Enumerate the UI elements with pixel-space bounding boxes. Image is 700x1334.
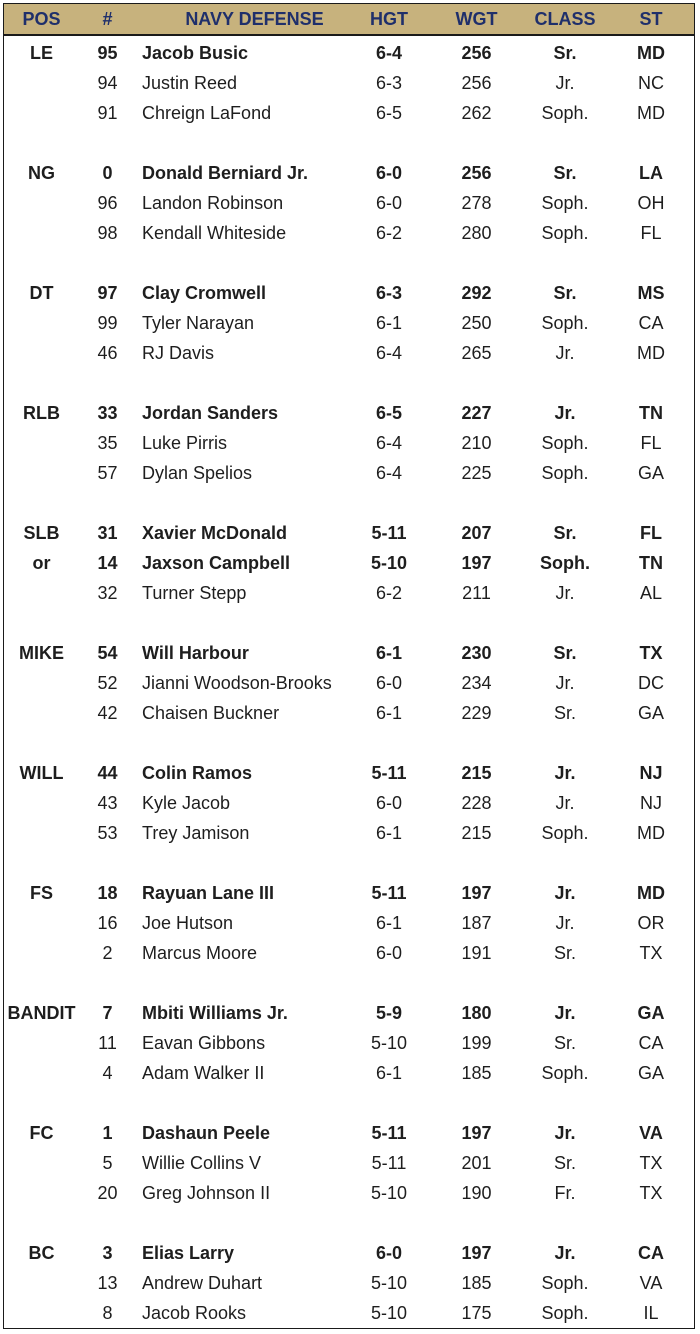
player-name-cell: Greg Johnson II — [142, 1183, 271, 1203]
state-cell: DC — [638, 673, 664, 693]
weight-cell: 225 — [461, 463, 492, 483]
player-name-cell: Turner Stepp — [142, 583, 247, 603]
height-cell: 6-4 — [375, 463, 402, 483]
height-cell: 6-4 — [375, 43, 402, 63]
height-cell: 6-5 — [375, 103, 402, 123]
state-cell: CA — [638, 1243, 664, 1263]
table-row — [4, 1238, 694, 1268]
table-row — [4, 188, 694, 218]
jersey-number-cell: 20 — [97, 1183, 118, 1203]
player-name-cell: Dylan Spelios — [142, 463, 253, 483]
height-cell: 6-1 — [375, 913, 402, 933]
state-cell: FL — [640, 433, 662, 453]
jersey-number-cell: 53 — [97, 823, 118, 843]
table-row — [4, 578, 694, 608]
position-group — [4, 38, 694, 158]
weight-cell: 256 — [461, 163, 492, 183]
jersey-number-cell: 99 — [97, 313, 118, 333]
class-cell: Soph. — [541, 433, 589, 453]
table-row — [4, 998, 694, 1028]
position-cell — [4, 428, 79, 458]
weight-cell: 175 — [461, 1303, 492, 1323]
position-cell — [4, 1178, 79, 1208]
height-cell: 6-1 — [375, 823, 402, 843]
player-name-cell: Justin Reed — [142, 73, 238, 93]
player-name-cell: Trey Jamison — [142, 823, 250, 843]
position-group — [4, 518, 694, 638]
jersey-number-cell: 3 — [102, 1243, 113, 1263]
height-cell: 6-1 — [375, 313, 402, 333]
table-row — [4, 38, 694, 68]
player-name-cell: Dashaun Peele — [142, 1123, 271, 1143]
height-cell: 5-11 — [371, 523, 407, 543]
position-group — [4, 158, 694, 278]
weight-cell: 265 — [461, 343, 492, 363]
height-cell: 6-0 — [375, 163, 402, 183]
height-cell: 5-11 — [371, 763, 407, 783]
state-cell: FL — [640, 223, 662, 243]
weight-cell: 197 — [461, 1123, 492, 1143]
weight-cell: 185 — [461, 1063, 492, 1083]
class-cell: Soph. — [541, 313, 589, 333]
jersey-number-cell: 2 — [102, 943, 113, 963]
player-name-cell: Adam Walker II — [142, 1063, 265, 1083]
position-cell — [4, 1148, 79, 1178]
weight-cell: 292 — [461, 283, 492, 303]
jersey-number-cell: 95 — [97, 43, 118, 63]
class-cell: Jr. — [555, 73, 575, 93]
jersey-number-cell: 8 — [102, 1303, 113, 1323]
table-row — [4, 398, 694, 428]
position-group — [4, 1238, 694, 1329]
position-cell — [4, 218, 79, 248]
jersey-number-cell: 0 — [102, 163, 113, 183]
table-row — [4, 548, 694, 578]
table-row — [4, 638, 694, 668]
class-cell: Jr. — [554, 403, 576, 423]
player-name-cell: RJ Davis — [142, 343, 215, 363]
table-row — [4, 878, 694, 908]
state-cell: GA — [637, 1003, 665, 1023]
height-cell: 6-1 — [375, 1063, 402, 1083]
header-state: ST — [639, 9, 663, 29]
weight-cell: 230 — [461, 643, 492, 663]
player-name-cell: Donald Berniard Jr. — [142, 163, 309, 183]
table-row — [4, 1118, 694, 1148]
player-name-cell: Jaxson Campbell — [142, 553, 291, 573]
weight-cell: 191 — [461, 943, 492, 963]
weight-cell: 190 — [461, 1183, 492, 1203]
jersey-number-cell: 32 — [97, 583, 118, 603]
class-cell: Jr. — [555, 583, 575, 603]
height-cell: 5-11 — [371, 883, 407, 903]
state-cell: NC — [638, 73, 664, 93]
weight-cell: 229 — [461, 703, 492, 723]
table-row — [4, 428, 694, 458]
table-row — [4, 908, 694, 938]
table-row — [4, 698, 694, 728]
weight-cell: 262 — [461, 103, 492, 123]
weight-cell: 210 — [461, 433, 492, 453]
player-name-cell: Kyle Jacob — [142, 793, 231, 813]
table-row — [4, 308, 694, 338]
jersey-number-cell: 96 — [97, 193, 118, 213]
weight-cell: 256 — [461, 43, 492, 63]
position-cell — [4, 788, 79, 818]
player-name-cell: Luke Pirris — [142, 433, 228, 453]
jersey-number-cell: 7 — [102, 1003, 113, 1023]
position-cell — [4, 1058, 79, 1088]
weight-cell: 187 — [461, 913, 492, 933]
position-group — [4, 638, 694, 758]
jersey-number-cell: 91 — [97, 103, 118, 123]
class-cell: Fr. — [554, 1183, 576, 1203]
position-cell: SLB — [23, 523, 60, 543]
player-name-cell: Eavan Gibbons — [142, 1033, 266, 1053]
state-cell: TX — [639, 1153, 663, 1173]
jersey-number-cell: 52 — [97, 673, 118, 693]
position-cell — [4, 308, 79, 338]
position-cell — [4, 68, 79, 98]
table-row — [4, 218, 694, 248]
position-cell: BC — [28, 1243, 55, 1263]
position-cell — [4, 188, 79, 218]
height-cell: 6-0 — [375, 1243, 402, 1263]
player-name-cell: Willie Collins V — [142, 1153, 262, 1173]
weight-cell: 207 — [461, 523, 492, 543]
height-cell: 5-10 — [370, 1033, 408, 1053]
state-cell: CA — [638, 1033, 664, 1053]
jersey-number-cell: 1 — [102, 1123, 113, 1143]
position-cell — [4, 938, 79, 968]
weight-cell: 197 — [461, 553, 492, 573]
state-cell: MD — [637, 103, 665, 123]
jersey-number-cell: 33 — [97, 403, 118, 423]
height-cell: 6-4 — [375, 433, 402, 453]
player-name-cell: Jacob Busic — [142, 43, 249, 63]
position-cell — [4, 908, 79, 938]
height-cell: 6-0 — [375, 193, 402, 213]
jersey-number-cell: 54 — [97, 643, 118, 663]
height-cell: 6-0 — [375, 943, 402, 963]
state-cell: NJ — [640, 793, 662, 813]
state-cell: MD — [637, 43, 665, 63]
player-name-cell: Landon Robinson — [142, 193, 284, 213]
table-row — [4, 1268, 694, 1298]
player-name-cell: Marcus Moore — [142, 943, 258, 963]
header-pos: POS — [22, 9, 61, 29]
position-cell: FC — [29, 1123, 54, 1143]
class-cell: Sr. — [553, 643, 577, 663]
class-cell: Sr. — [553, 43, 577, 63]
weight-cell: 280 — [461, 223, 492, 243]
jersey-number-cell: 14 — [97, 553, 118, 573]
class-cell: Soph. — [541, 193, 589, 213]
position-cell — [4, 1028, 79, 1058]
state-cell: NJ — [639, 763, 663, 783]
table-row — [4, 938, 694, 968]
position-cell: NG — [28, 163, 55, 183]
position-group — [4, 998, 694, 1118]
height-cell: 6-2 — [375, 583, 402, 603]
class-cell: Sr. — [553, 163, 577, 183]
table-row — [4, 1028, 694, 1058]
position-cell — [4, 98, 79, 128]
header-height: HGT — [370, 9, 408, 29]
height-cell: 6-1 — [375, 703, 402, 723]
jersey-number-cell: 13 — [97, 1273, 118, 1293]
class-cell: Sr. — [553, 523, 577, 543]
jersey-number-cell: 46 — [97, 343, 118, 363]
table-body — [4, 38, 694, 1329]
height-cell: 5-11 — [371, 1123, 407, 1143]
header-number: # — [102, 9, 113, 29]
position-cell: RLB — [23, 403, 60, 423]
table-row — [4, 1058, 694, 1088]
height-cell: 5-10 — [370, 553, 408, 573]
state-cell: TX — [639, 1183, 663, 1203]
player-name-cell: Tyler Narayan — [142, 313, 255, 333]
table-row — [4, 1298, 694, 1328]
table-row — [4, 758, 694, 788]
class-cell: Soph. — [541, 1303, 589, 1323]
weight-cell: 227 — [461, 403, 492, 423]
position-group — [4, 398, 694, 518]
player-name-cell: Chreign LaFond — [142, 103, 272, 123]
class-cell: Sr. — [553, 943, 576, 963]
state-cell: VA — [639, 1123, 663, 1143]
height-cell: 6-3 — [375, 73, 402, 93]
weight-cell: 256 — [461, 73, 492, 93]
state-cell: MD — [637, 343, 665, 363]
player-name-cell: Clay Cromwell — [142, 283, 267, 303]
position-cell: FS — [29, 883, 53, 903]
position-cell: BANDIT — [7, 1003, 76, 1023]
jersey-number-cell: 31 — [97, 523, 118, 543]
table-row — [4, 158, 694, 188]
height-cell: 6-3 — [375, 283, 402, 303]
table-row — [4, 788, 694, 818]
state-cell: FL — [640, 523, 662, 543]
state-cell: GA — [637, 1063, 664, 1083]
state-cell: AL — [639, 583, 663, 603]
class-cell: Jr. — [555, 343, 575, 363]
height-cell: 5-9 — [375, 1003, 402, 1023]
table-row — [4, 818, 694, 848]
state-cell: IL — [643, 1303, 659, 1323]
class-cell: Jr. — [554, 763, 576, 783]
class-cell: Soph. — [541, 223, 589, 243]
weight-cell: 199 — [461, 1033, 492, 1053]
position-cell: WILL — [19, 763, 64, 783]
weight-cell: 215 — [461, 763, 492, 783]
weight-cell: 180 — [461, 1003, 492, 1023]
state-cell: GA — [637, 463, 664, 483]
header-weight: WGT — [455, 9, 498, 29]
class-cell: Jr. — [555, 913, 575, 933]
state-cell: GA — [637, 703, 664, 723]
state-cell: TN — [639, 553, 663, 573]
height-cell: 6-0 — [375, 793, 402, 813]
class-cell: Jr. — [554, 1243, 576, 1263]
table-row — [4, 1178, 694, 1208]
position-cell: MIKE — [19, 643, 64, 663]
class-cell: Sr. — [553, 283, 577, 303]
position-cell — [4, 818, 79, 848]
player-name-cell: Jianni Woodson-Brooks — [142, 673, 332, 693]
state-cell: CA — [638, 313, 664, 333]
weight-cell: 197 — [461, 883, 492, 903]
player-name-cell: Rayuan Lane III — [142, 883, 275, 903]
state-cell: LA — [639, 163, 663, 183]
player-name-cell: Joe Hutson — [142, 913, 234, 933]
class-cell: Soph. — [541, 1273, 589, 1293]
table-row — [4, 518, 694, 548]
height-cell: 5-10 — [370, 1273, 408, 1293]
class-cell: Jr. — [555, 793, 575, 813]
position-group — [4, 878, 694, 998]
class-cell: Jr. — [554, 1003, 576, 1023]
state-cell: OR — [637, 913, 665, 933]
table-header — [4, 4, 694, 36]
jersey-number-cell: 43 — [97, 793, 118, 813]
class-cell: Sr. — [553, 1153, 576, 1173]
class-cell: Jr. — [555, 673, 575, 693]
jersey-number-cell: 42 — [97, 703, 118, 723]
position-cell: DT — [29, 283, 54, 303]
state-cell: OH — [637, 193, 665, 213]
class-cell: Soph. — [541, 1063, 589, 1083]
player-name-cell: Mbiti Williams Jr. — [142, 1003, 288, 1023]
weight-cell: 234 — [461, 673, 492, 693]
player-name-cell: Chaisen Buckner — [142, 703, 280, 723]
class-cell: Sr. — [553, 1033, 576, 1053]
height-cell: 6-4 — [375, 343, 402, 363]
jersey-number-cell: 44 — [97, 763, 118, 783]
table-row — [4, 68, 694, 98]
position-cell — [4, 338, 79, 368]
table-row — [4, 278, 694, 308]
weight-cell: 250 — [461, 313, 492, 333]
position-cell: LE — [29, 43, 53, 63]
height-cell: 6-5 — [375, 403, 402, 423]
weight-cell: 215 — [461, 823, 492, 843]
height-cell: 5-11 — [371, 1153, 407, 1173]
position-group — [4, 758, 694, 878]
player-name-cell: Will Harbour — [142, 643, 249, 663]
state-cell: MD — [637, 883, 665, 903]
player-name-cell: Colin Ramos — [142, 763, 253, 783]
height-cell: 5-10 — [370, 1303, 408, 1323]
class-cell: Soph. — [541, 463, 589, 483]
jersey-number-cell: 18 — [97, 883, 118, 903]
weight-cell: 197 — [461, 1243, 492, 1263]
jersey-number-cell: 57 — [97, 463, 118, 483]
weight-cell: 185 — [461, 1273, 492, 1293]
jersey-number-cell: 4 — [102, 1063, 113, 1083]
position-cell — [4, 578, 79, 608]
position-cell — [4, 1298, 79, 1328]
state-cell: TX — [639, 943, 663, 963]
table-row — [4, 668, 694, 698]
table-row — [4, 338, 694, 368]
header-navy-defense: NAVY DEFENSE — [185, 9, 324, 29]
state-cell: MS — [637, 283, 665, 303]
height-cell: 6-1 — [375, 643, 402, 663]
weight-cell: 201 — [461, 1153, 492, 1173]
position-cell — [4, 1268, 79, 1298]
weight-cell: 211 — [462, 583, 491, 603]
header-class: CLASS — [534, 9, 596, 29]
player-name-cell: Andrew Duhart — [142, 1273, 263, 1293]
height-cell: 6-0 — [375, 673, 402, 693]
class-cell: Soph. — [541, 823, 589, 843]
weight-cell: 228 — [461, 793, 492, 813]
state-cell: TX — [639, 643, 663, 663]
state-cell: VA — [639, 1273, 663, 1293]
class-cell: Soph. — [541, 103, 589, 123]
class-cell: Jr. — [554, 1123, 576, 1143]
height-cell: 5-10 — [370, 1183, 408, 1203]
jersey-number-cell: 98 — [97, 223, 118, 243]
jersey-number-cell: 16 — [97, 913, 118, 933]
player-name-cell: Kendall Whiteside — [142, 223, 287, 243]
player-name-cell: Jacob Rooks — [142, 1303, 247, 1323]
height-cell: 6-2 — [375, 223, 402, 243]
position-cell — [4, 458, 79, 488]
jersey-number-cell: 94 — [97, 73, 118, 93]
state-cell: TN — [639, 403, 663, 423]
table-row — [4, 458, 694, 488]
depth-chart-table — [3, 3, 695, 1329]
player-name-cell: Jordan Sanders — [142, 403, 279, 423]
jersey-number-cell: 97 — [97, 283, 118, 303]
weight-cell: 278 — [461, 193, 492, 213]
jersey-number-cell: 5 — [102, 1153, 113, 1173]
jersey-number-cell: 35 — [97, 433, 118, 453]
table-row — [4, 1148, 694, 1178]
class-cell: Jr. — [554, 883, 576, 903]
class-cell: Soph. — [540, 553, 590, 573]
position-group — [4, 1118, 694, 1238]
position-cell — [4, 668, 79, 698]
position-cell: or — [32, 553, 51, 573]
player-name-cell: Elias Larry — [142, 1243, 235, 1263]
player-name-cell: Xavier McDonald — [142, 523, 288, 543]
table-row — [4, 98, 694, 128]
class-cell: Sr. — [553, 703, 576, 723]
position-group — [4, 278, 694, 398]
state-cell: MD — [637, 823, 665, 843]
jersey-number-cell: 11 — [98, 1033, 117, 1053]
position-cell — [4, 698, 79, 728]
